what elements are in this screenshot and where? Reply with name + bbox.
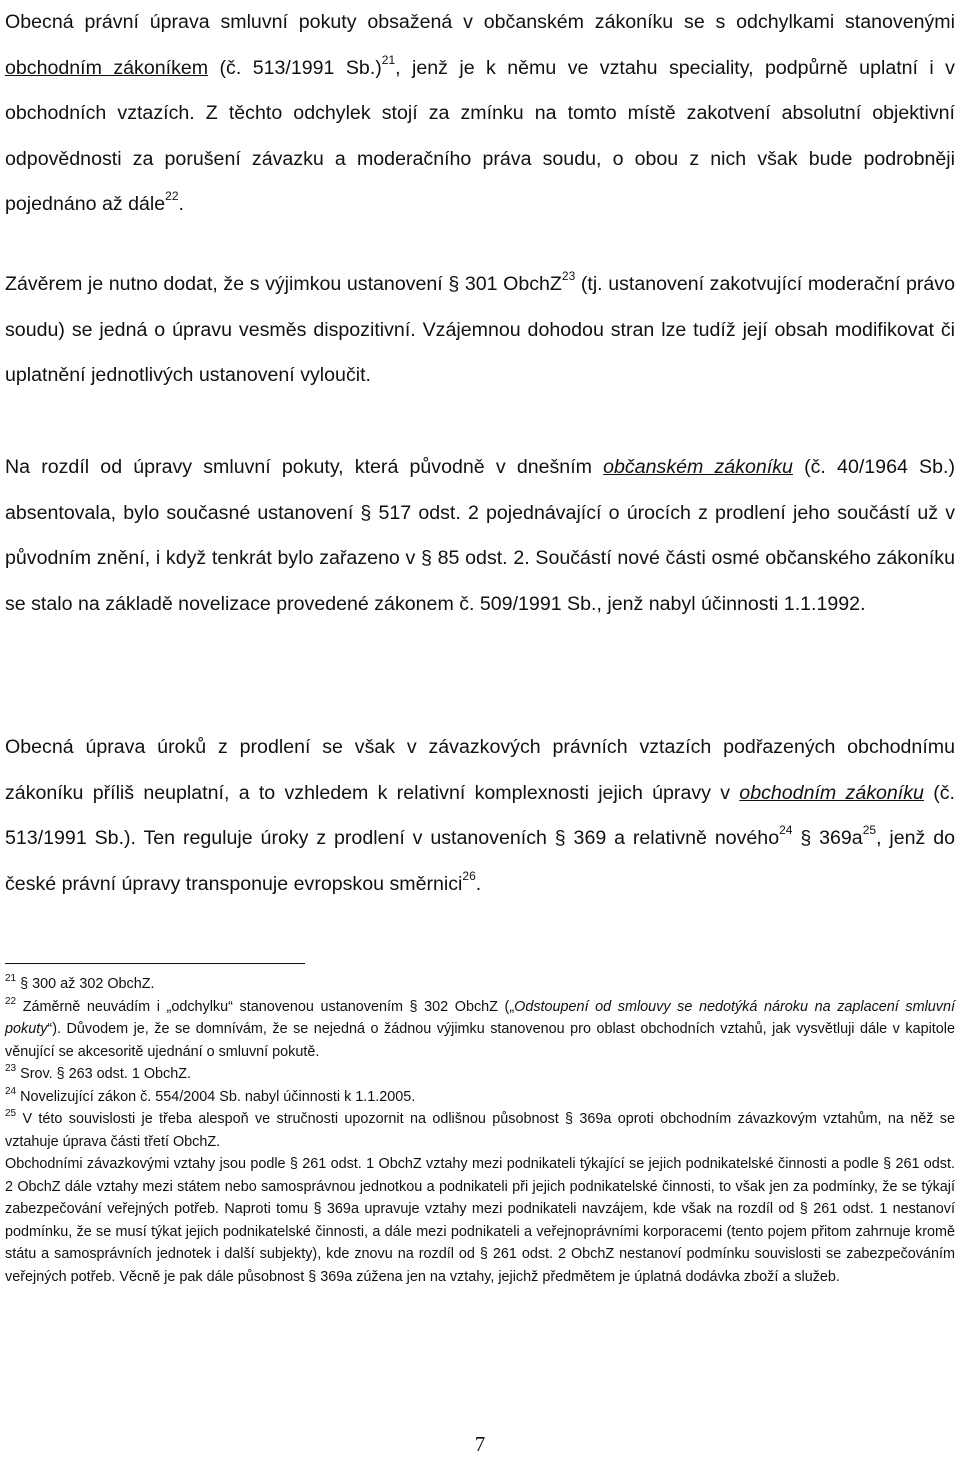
- footnote-ref-21[interactable]: 21: [381, 52, 396, 67]
- text-run: Závěrem je nutno dodat, že s výjimkou ustanovení § 301 ObchZ: [5, 273, 562, 295]
- footnote-text: V této souvislosti je třeba alespoň ve stručnosti upozornit na odlišnou působnost § 369a oproti obchodním závazkovým vztahům, na něž se vztahuje úprava části třetí ObchZ.: [5, 1111, 955, 1150]
- text-run: , jenž je k němu ve vztahu speciality, podpůrně uplatní i v obchodních vztazích. Z těchto odchylek stojí za zmínku na tomto místě zakotvení absolutní objektivní odpovědnosti za porušení závazku a moderačního práva soudu, o obou z nich však bude podrobněji pojednáno až dále: [5, 56, 955, 215]
- page-number: 7: [474, 1432, 486, 1456]
- footnote-number: 25: [5, 1108, 17, 1120]
- text-run: (č. 40/1964 Sb.) absentovala, bylo současné ustanovení § 517 odst. 2 pojednávající o úrocích z prodlení jeho součástí už v původním znění, i když tenkrát bylo zařazeno v § 85 odst. 2. Součástí nové části osmé občanského zákoníku se stalo na základě novelizace provedené zákonem č. 509/1991 Sb., jenž nabyl účinnosti 1.1.1992.: [5, 456, 955, 615]
- text-run: .: [178, 193, 184, 215]
- footnote-23: [5, 1063, 955, 1086]
- text-run: (č. 513/1991 Sb.): [219, 56, 382, 79]
- footnote-ref-26[interactable]: 26: [462, 868, 476, 883]
- footnote-text: Záměrně neuvádím i „odchylku“ stanovenou ustanovením § 302 ObchZ („: [16, 998, 515, 1015]
- body-text: [5, 0, 955, 228]
- footnote-text: § 300 až 302 ObchZ.: [16, 976, 155, 992]
- footnote-25-continued: Obchodními závazkovými vztahy jsou podle § 261 odst. 1 ObchZ vztahy mezi podnikateli týkající se jejich podnikatelské činnosti a podle § 261 odst. 2 ObchZ dále vztahy mezi státem nebo samosprávnou jednotkou a podnikateli při jejich podnikatelské činnosti, to však jen za podmínky, že se týkají zabezpečování veřejných potřeb. Naproti tomu § 369a upravuje vztahy mezi podnikateli navzájem, kde však na rozdíl od § 261 odst. 1 nestanoví podmínku, že se musí týkat jejich podnikatelské činnosti, a dále mezi podnikateli a veřejnoprávními korporacemi (tento pojem přitom zahrnuje kromě státu a samosprávních jednotek i další subjekty), kde znovu na rozdíl od § 261 odst. 2 ObchZ nestanoví podmínku souvislosti se zabezpečováním veřejných potřeb. Věcně je pak dále působnost § 369a zúžena jen na vztahy, jejichž předmětem je úplatná dodávka zboží a služeb.: [5, 1156, 955, 1285]
- text-run: , jenž do české právní úpravy transponuje evropskou směrnici: [5, 827, 955, 895]
- footnote-separator: [5, 963, 305, 964]
- footnote-number: 22: [5, 995, 17, 1007]
- text-run: Obecná úprava úroků z prodlení se však v závazkových právních vztazích podřazených obchodnímu zákoníku příliš neuplatní, a to vzhledem k relativní komplexnosti jejich úpravy v: [5, 736, 955, 804]
- footnote-number: 23: [5, 1063, 17, 1075]
- footnote-number: 24: [5, 1085, 17, 1097]
- law-link-obchodni-zakonik[interactable]: obchodním zákoníku: [739, 781, 924, 804]
- footnote-24: [5, 1086, 955, 1109]
- footnote-text: Novelizující zákon č. 554/2004 Sb. nabyl účinnosti k 1.1.2005.: [16, 1088, 416, 1105]
- body-text: [5, 262, 955, 399]
- footnote-ref-22[interactable]: 22: [165, 189, 179, 204]
- text-run: (č. 513/1991 Sb.). Ten reguluje úroky z prodlení v ustanoveních § 369 a relativně nového: [5, 781, 955, 849]
- footnote-text: “). Důvodem je, že se domnívám, že se nejedná o žádnou výjimku stanovenou pro oblast obchodních vztahů, jak vysvětluji dále v kapitole věnující se akcesoritě ujednání o smluvní pokutě.: [5, 1021, 955, 1060]
- text-run: (tj. ustanovení zakotvující moderační právo soudu) se jedná o úpravu vesměs dispozitivní. Vzájemnou dohodou stran lze tudíž její obsah modifikovat či uplatnění jednotlivých ustanovení vyloučit.: [5, 273, 955, 386]
- footnote-number: 21: [5, 973, 17, 985]
- footnote-25: [5, 1108, 955, 1153]
- paragraph-4: [5, 725, 955, 907]
- text-run: Obecná právní úprava smluvní pokuty obsažená v občanském zákoníku se s odchylkami stanovenými: [5, 11, 955, 33]
- footnote-text: Srov. § 263 odst. 1 ObchZ.: [16, 1066, 192, 1082]
- footnote-22: [5, 996, 955, 1064]
- paragraph-1: [5, 0, 955, 228]
- law-link-obcansky-zakonik[interactable]: občanském zákoníku: [603, 456, 793, 478]
- paragraph-2: [5, 262, 955, 399]
- footnotes: [5, 973, 955, 1288]
- text-run: Na rozdíl od úpravy smluvní pokuty, která původně v dnešním: [5, 456, 592, 478]
- footnote-ref-24[interactable]: 24: [779, 823, 793, 838]
- body-text: [5, 725, 955, 907]
- text-run: .: [475, 872, 482, 895]
- law-link-obchodni-zakonik[interactable]: obchodním zákoníkem: [5, 56, 209, 79]
- footnote-21: [5, 973, 955, 996]
- paragraph-3: [5, 445, 955, 627]
- footnote-quote: Odstoupení od smlouvy se nedotýká nároku na zaplacení smluvní pokuty: [5, 998, 955, 1037]
- footnote-ref-25[interactable]: 25: [862, 823, 877, 838]
- footnote-ref-23[interactable]: 23: [561, 269, 576, 284]
- body-text: [5, 445, 955, 627]
- text-run: § 369a: [792, 827, 863, 849]
